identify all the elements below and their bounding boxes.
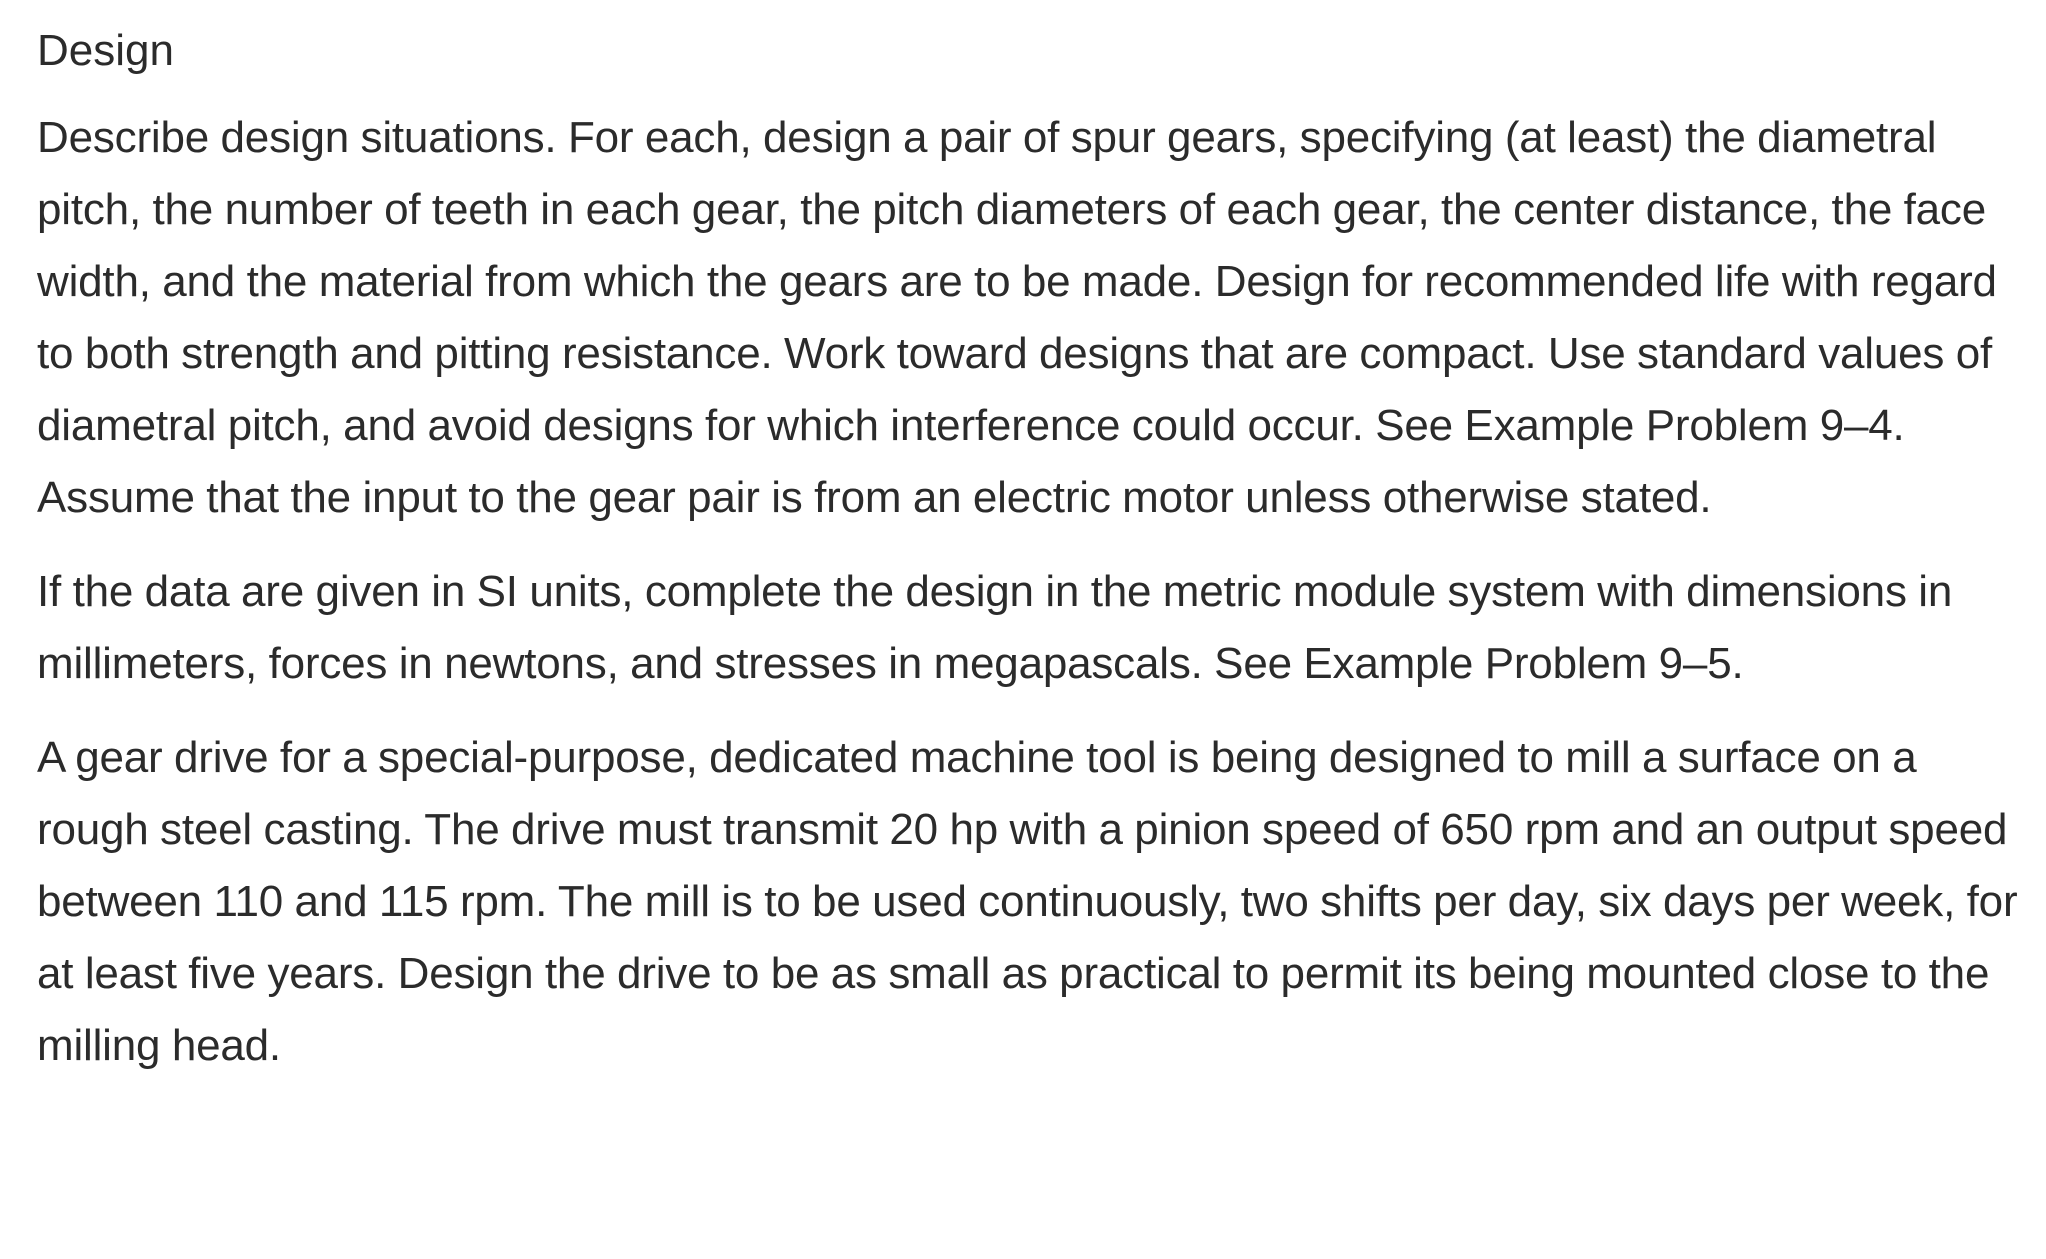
section-heading: Design: [37, 26, 174, 75]
instructions-paragraph: Describe design situations. For each, design a pair of spur gears, specifying (at least) the diametral pitch, the number of teeth in each gear, the pitch diameters of each gear, the center distance, the face width, and the material from which the gears are to be made. Design for recommended life with regard to both strength and pitting resistance. Work toward designs that are compact. Use standard values of diametral pitch, and avoid designs for which interference could occur. See Example Problem 9–4. Assume that the input to the gear pair is from an electric motor unless otherwise stated.: [37, 113, 1997, 522]
problem-statement-paragraph: A gear drive for a special-purpose, dedicated machine tool is being designed to mill a surface on a rough steel casting. The drive must transmit 20 hp with a pinion speed of 650 rpm and an output speed between 110 and 115 rpm. The mill is to be used continuously, two shifts per day, six days per week, for at least five years. Design the drive to be as small as practical to permit its being mounted close to the milling head.: [37, 733, 2018, 1070]
si-units-paragraph: If the data are given in SI units, complete the design in the metric module system with dimensions in millimeters, forces in newtons, and stresses in megapascals. See Example Problem 9–5.: [37, 567, 1953, 688]
